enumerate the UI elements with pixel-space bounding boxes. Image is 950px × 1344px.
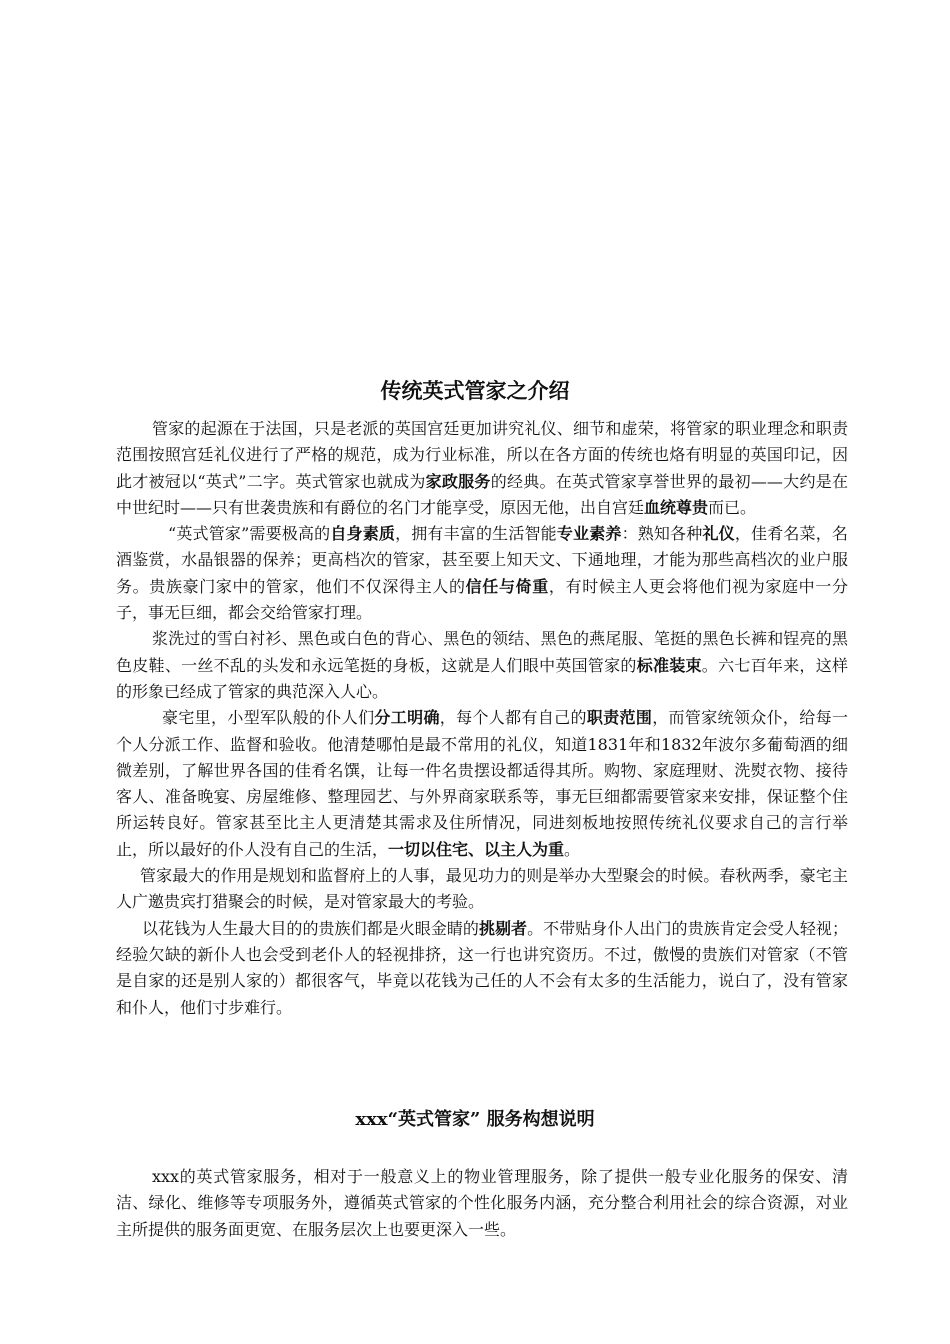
emphasis-text: 礼仪 bbox=[702, 524, 735, 544]
emphasis-text: 信任与倚重 bbox=[465, 576, 549, 596]
paragraph-text: ，有时候主人更会将他们视为家庭中一分子，事无巨细，都会交给管家打理。 bbox=[116, 576, 848, 623]
emphasis-text: 家政服务 bbox=[425, 471, 491, 491]
emphasis-text: 专业素养 bbox=[556, 524, 622, 544]
paragraph-text: ，佳肴名菜，名酒鉴赏，水晶银器的保养；更高档次的管家，甚至要上知天文、下通地理，才能为那些高档次的业户服务。贵族豪门家中的管家，他们不仅深得主人的 bbox=[116, 524, 848, 596]
paragraph bbox=[116, 916, 848, 1021]
paragraph-text: 豪宅里，小型军队般的仆人们 bbox=[162, 708, 375, 728]
paragraph bbox=[116, 626, 848, 705]
paragraph-text: 管家的起源在于法国，只是老派的英国宫廷更加讲究礼仪、细节和虚荣，将管家的职业理念和职责范围按照宫廷礼仪进行了严格的规范，成为行业标准，所以在各方面的传统也烙有明显的英国印记，因此才被冠以“英式”二字。英式管家也就成为 bbox=[116, 419, 848, 491]
paragraph bbox=[116, 416, 848, 521]
emphasis-text: 一切以住宅、以主人为重 bbox=[388, 839, 565, 859]
emphasis-text: 挑剔者 bbox=[478, 918, 528, 938]
paragraph-text: ，拥有丰富的生活智能 bbox=[395, 524, 557, 544]
service-body bbox=[116, 1164, 848, 1243]
paragraph-text: ，而管家统领众仆，给每一个人分派工作、监督和验收。他清楚哪怕是最不常用的礼仪，知道1831年和1832年波尔多葡萄酒的细微差别，了解世界各国的佳肴名馔，让每一件名贵摆设都适得其所。购物、家庭理财、洗熨衣物、接待客人、准备晚宴、房屋维修、整理园艺、与外界商家联系等，事无巨细都需要管家来安排，保证整个住所运转良好。管家甚至比主人更清楚其需求及住所情况，同进刻板地按照传统礼仪要求自己的言行举止，所以最好的仆人没有自己的生活， bbox=[116, 708, 848, 859]
emphasis-text: 职责范围 bbox=[586, 708, 653, 728]
paragraph-text: 。六七百年来，这样的形象已经成了管家的典范深入人心。 bbox=[116, 655, 848, 701]
emphasis-text: 血统尊贵 bbox=[644, 497, 709, 517]
paragraph bbox=[116, 863, 848, 916]
paragraph-text: ，每个人都有自己的 bbox=[439, 708, 587, 728]
emphasis-text: 自身素质 bbox=[330, 524, 396, 544]
paragraph-text: xxx的英式管家服务，相对于一般意义上的物业管理服务，除了提供一般专业化服务的保安、清洁、绿化、维修等专项服务外，遵循英式管家的个性化服务内涵，充分整合利用社会的综合资源，对业主所提供的服务面更宽、在服务层次上也要更深入一些。 bbox=[116, 1167, 848, 1239]
paragraph-text: 管家最大的作用是规划和监督府上的人事，最见功力的则是举办大型聚会的时候。春秋两季，豪宅主人广邀贵宾打猎聚会的时候，是对管家最大的考验。 bbox=[116, 866, 848, 912]
paragraph-text: 。 bbox=[564, 839, 581, 859]
emphasis-text: 标准装束 bbox=[636, 655, 702, 675]
paragraph bbox=[116, 521, 848, 626]
paragraph bbox=[116, 705, 848, 863]
paragraph bbox=[116, 1164, 848, 1243]
document-title: 传统英式管家之介绍 bbox=[380, 378, 570, 403]
section-title: xxx“英式管家” 服务构想说明 bbox=[355, 1109, 595, 1130]
paragraph-text: ：熟知各种 bbox=[621, 524, 703, 544]
paragraph-text: 的经典。在英式管家享誉世界的最初——大约是在中世纪时——只有世袭贵族和有爵位的名门才能享受，原因无他，出自宫廷 bbox=[116, 471, 848, 517]
paragraph-text: 。不带贴身仆人出门的贵族肯定会受人轻视；经验欠缺的新仆人也会受到老仆人的轻视排挤，这一行也讲究资历。不过，傲慢的贵族们对管家（不管是自家的还是别人家的）都很客气，毕竟以花钱为己任的人不会有太多的生活能力，说白了，没有管家和仆人，他们寸步难行。 bbox=[116, 918, 848, 1017]
emphasis-text: 分工明确 bbox=[374, 708, 440, 728]
intro-body bbox=[116, 416, 848, 1021]
paragraph-text: 而已。 bbox=[708, 497, 757, 517]
paragraph-text: 浆洗过的雪白衬衫、黑色或白色的背心、黑色的领结、黑色的燕尾服、笔挺的黑色长裤和锃亮的黑色皮鞋、一丝不乱的头发和永远笔挺的身板，这就是人们眼中英国管家的 bbox=[116, 629, 848, 675]
paragraph-text: “英式管家”需要极高的 bbox=[168, 524, 331, 544]
paragraph-text: 以花钱为人生最大目的的贵族们都是火眼金睛的 bbox=[142, 918, 479, 938]
